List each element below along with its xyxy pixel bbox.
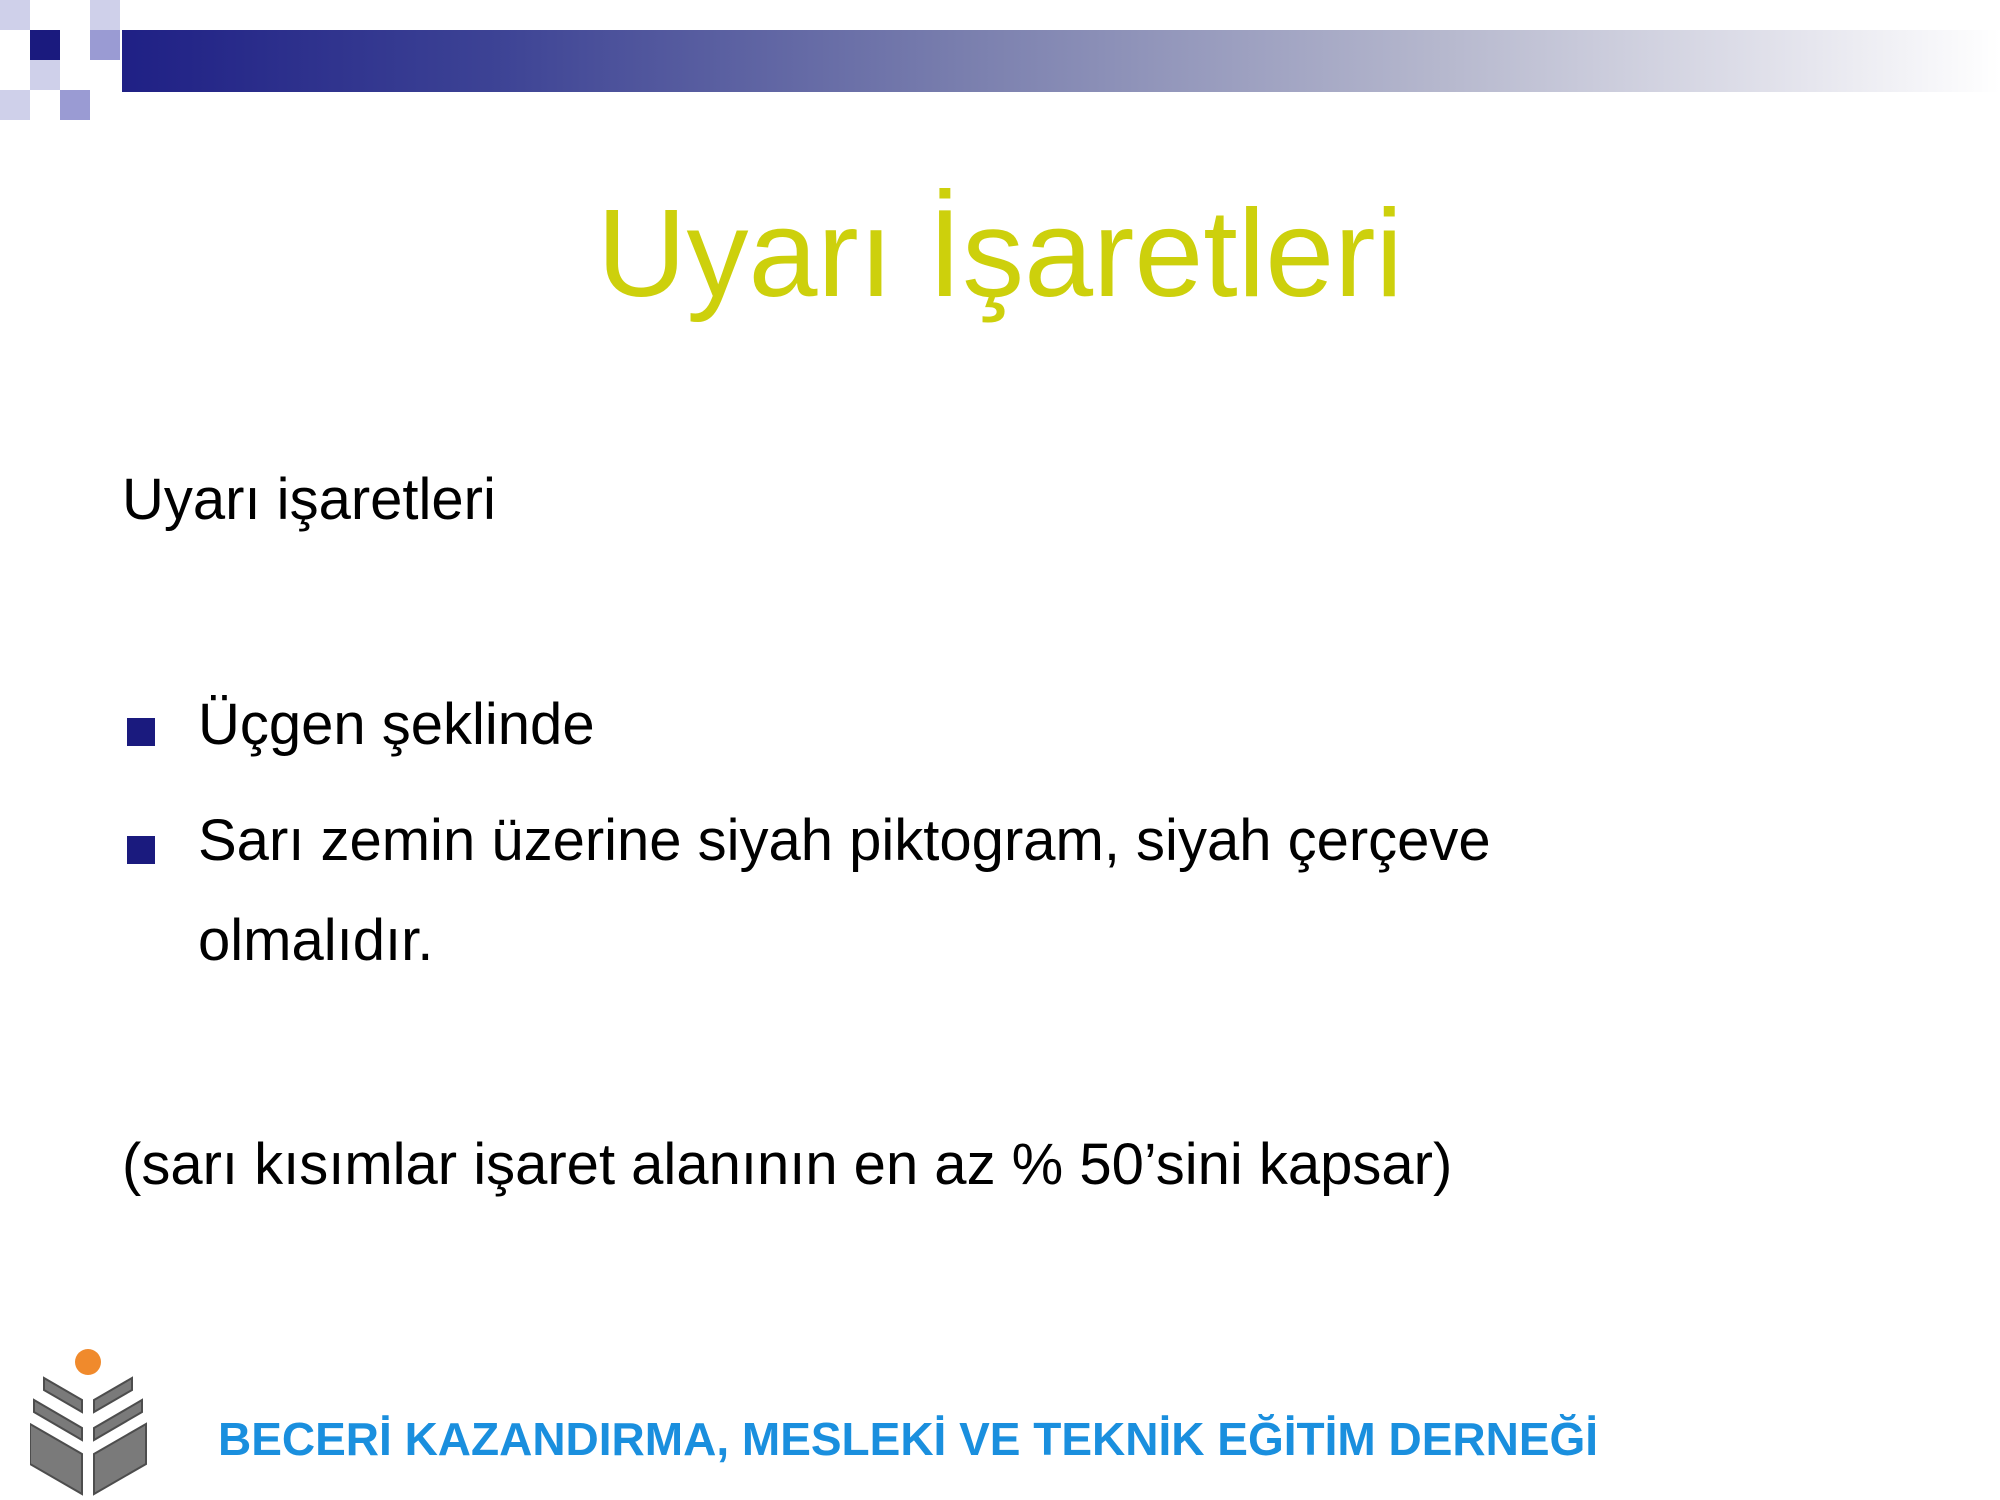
header-decor-square xyxy=(0,0,30,30)
header-decor-square xyxy=(90,0,120,30)
slide-title: Uyarı İşaretleri xyxy=(596,185,1404,323)
square-bullet-icon xyxy=(127,718,155,746)
intro-text: Uyarı işaretleri xyxy=(122,467,496,532)
header-decor-square xyxy=(90,30,120,60)
header-decor-square xyxy=(30,60,60,90)
note-text: (sarı kısımlar işaret alanının en az % 50’sini kapsar) xyxy=(122,1132,1453,1197)
header-gradient-bar xyxy=(122,30,2000,92)
bullet-item: Sarı zemin üzerine siyah piktogram, siyah çerçeve xyxy=(198,808,1491,873)
header-decor-square xyxy=(0,90,30,120)
organization-logo-icon xyxy=(30,1348,165,1496)
header-decor-square xyxy=(60,90,90,120)
bullet-item: Üçgen şeklinde xyxy=(198,692,595,757)
organization-name: BECERİ KAZANDIRMA, MESLEKİ VE TEKNİK EĞİTİM DERNEĞİ xyxy=(218,1413,1599,1465)
bullet-item-continuation: olmalıdır. xyxy=(198,908,434,973)
square-bullet-icon xyxy=(127,836,155,864)
header-decor-square xyxy=(30,30,60,60)
